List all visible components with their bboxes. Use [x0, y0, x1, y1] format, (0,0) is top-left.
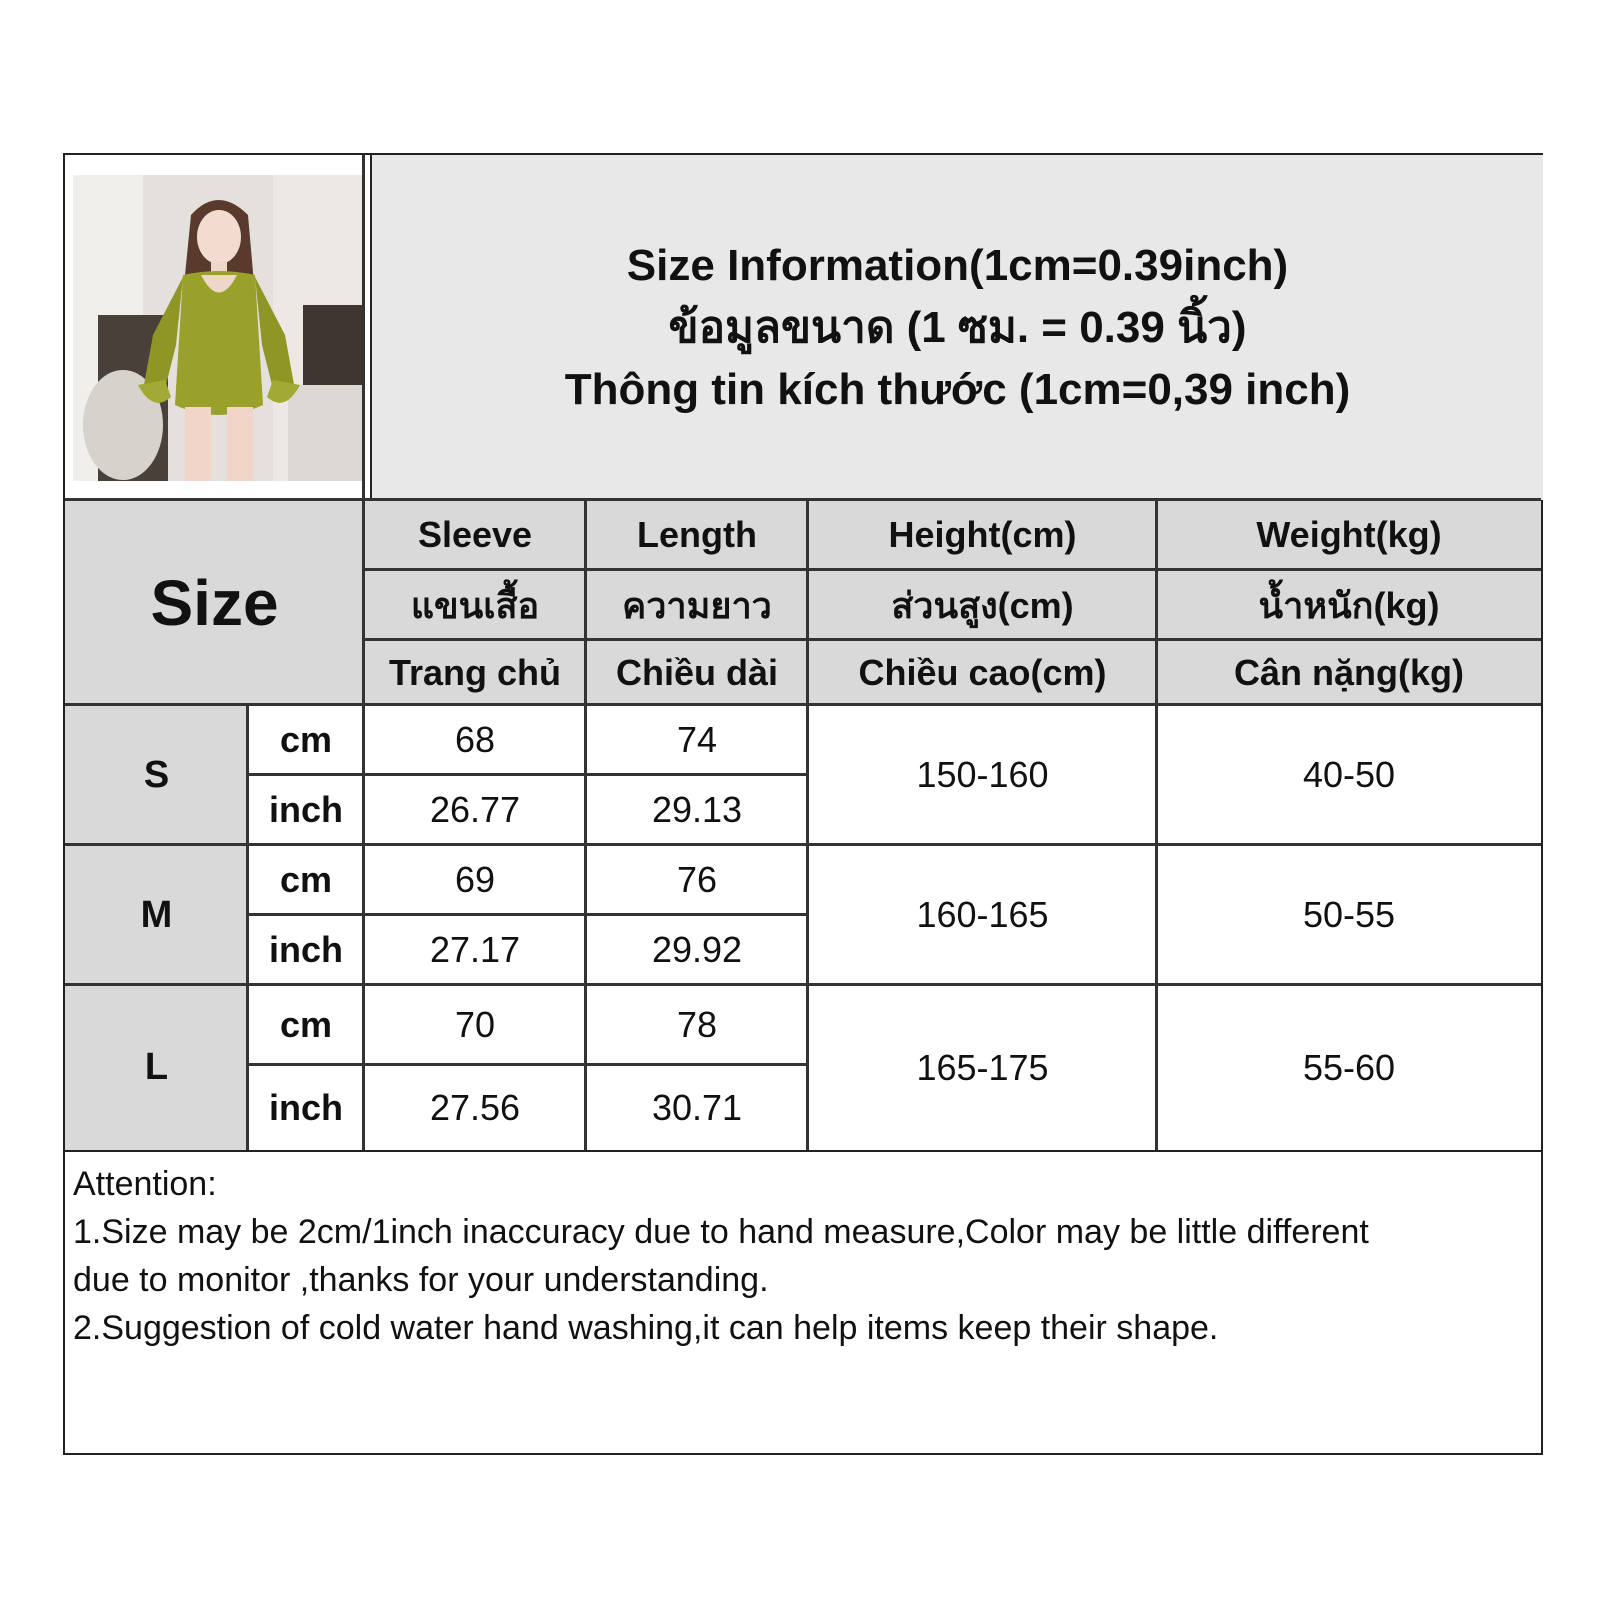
- height-range: 165-175: [808, 985, 1157, 1150]
- notes-line: 1.Size may be 2cm/1inch inaccuracy due to hand measure,Color may be little different: [73, 1213, 1369, 1251]
- grid-line: [364, 638, 1541, 641]
- dress-model-image: [73, 175, 363, 481]
- grid-line: [65, 983, 1541, 986]
- grid-line: [246, 703, 249, 1150]
- unit-cm: cm: [248, 845, 364, 915]
- value-cell: 70: [364, 985, 586, 1065]
- size-cell-s: S: [65, 705, 248, 845]
- col-weight-vi: Cân nặng(kg): [1157, 640, 1541, 705]
- unit-inch: inch: [248, 915, 364, 985]
- col-height-vi: Chiều cao(cm): [808, 640, 1157, 705]
- title-block: [370, 155, 1543, 500]
- notes-line: due to monitor ,thanks for your understanding.: [73, 1261, 769, 1299]
- value-cell: 26.77: [364, 775, 586, 845]
- col-weight-th: น้ำหนัก(kg): [1157, 570, 1541, 640]
- notes-heading: Attention:: [73, 1165, 217, 1203]
- title-english: Size Information(1cm=0.39inch): [626, 240, 1289, 290]
- size-header: Size: [65, 500, 364, 705]
- height-range: 160-165: [808, 845, 1157, 985]
- product-photo: [73, 175, 363, 481]
- value-cell: 27.56: [364, 1065, 586, 1150]
- value-cell: 29.13: [586, 775, 808, 845]
- grid-line: [248, 1063, 808, 1066]
- weight-range: 55-60: [1157, 985, 1541, 1150]
- size-cell-m: M: [65, 845, 248, 985]
- grid-line: [1155, 498, 1158, 1150]
- col-length-th: ความยาว: [586, 570, 808, 640]
- col-sleeve-th: แขนเสื้อ: [364, 570, 586, 640]
- col-length-vi: Chiều dài: [586, 640, 808, 705]
- value-cell: 76: [586, 845, 808, 915]
- grid-line: [584, 498, 587, 1150]
- title-thai: ข้อมูลขนาด (1 ซม. = 0.39 นิ้ว): [668, 302, 1247, 352]
- col-sleeve-vi: Trang chủ: [364, 640, 586, 705]
- size-chart: [63, 153, 1543, 1455]
- value-cell: 30.71: [586, 1065, 808, 1150]
- value-cell: 74: [586, 705, 808, 775]
- col-height-th: ส่วนสูง(cm): [808, 570, 1157, 640]
- grid-line: [65, 498, 1541, 501]
- height-range: 150-160: [808, 705, 1157, 845]
- weight-range: 40-50: [1157, 705, 1541, 845]
- value-cell: 29.92: [586, 915, 808, 985]
- unit-inch: inch: [248, 1065, 364, 1150]
- unit-cm: cm: [248, 985, 364, 1065]
- attention-notes: [65, 1150, 1541, 1433]
- size-cell-l: L: [65, 985, 248, 1150]
- col-sleeve-en: Sleeve: [364, 500, 586, 570]
- grid-line: [65, 703, 1541, 706]
- grid-line: [248, 773, 808, 776]
- grid-line: [248, 913, 808, 916]
- notes-line: 2.Suggestion of cold water hand washing,it can help items keep their shape.: [73, 1309, 1219, 1347]
- col-weight-en: Weight(kg): [1157, 500, 1541, 570]
- value-cell: 27.17: [364, 915, 586, 985]
- unit-inch: inch: [248, 775, 364, 845]
- grid-line: [364, 568, 1541, 571]
- value-cell: 69: [364, 845, 586, 915]
- col-height-en: Height(cm): [808, 500, 1157, 570]
- value-cell: 78: [586, 985, 808, 1065]
- value-cell: 68: [364, 705, 586, 775]
- title-vietnamese: Thông tin kích thước (1cm=0,39 inch): [564, 364, 1351, 414]
- col-length-en: Length: [586, 500, 808, 570]
- grid-line: [362, 155, 365, 1150]
- grid-line: [806, 498, 809, 1150]
- grid-line: [65, 843, 1541, 846]
- unit-cm: cm: [248, 705, 364, 775]
- weight-range: 50-55: [1157, 845, 1541, 985]
